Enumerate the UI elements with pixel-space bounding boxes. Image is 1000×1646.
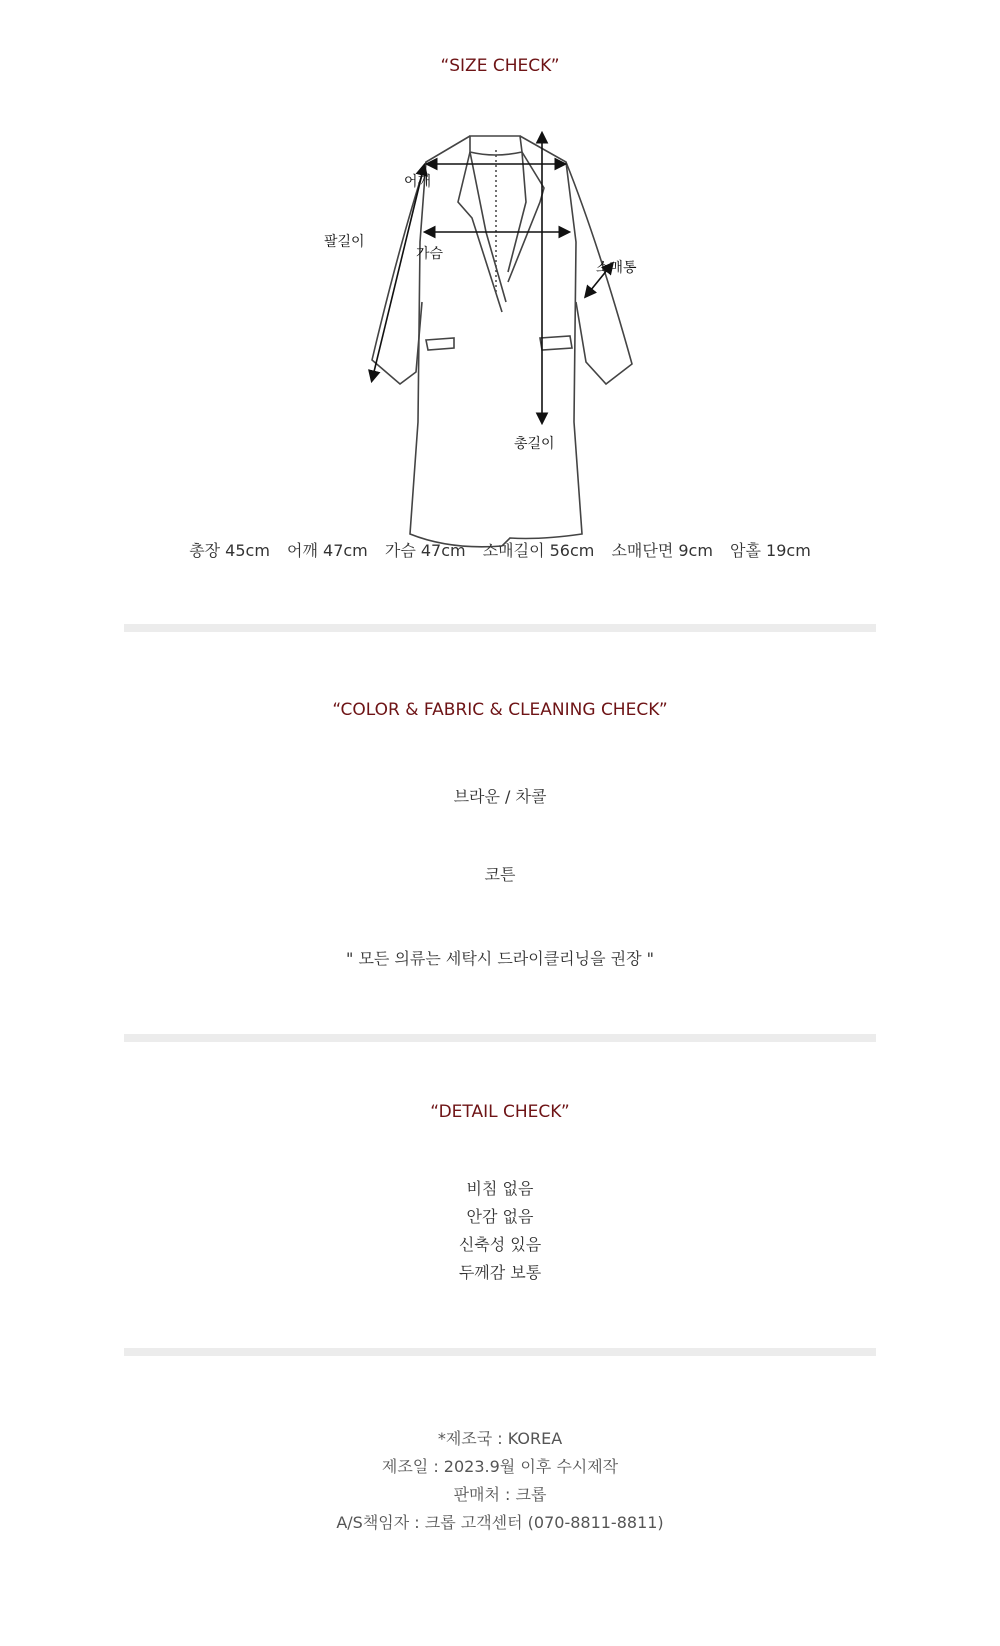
seller: 판매처 : 크롭 [453,1485,547,1504]
measure-armhole: 암홀 19cm [730,541,811,560]
detail-item: 비침 없음 [466,1179,534,1198]
jacket-size-diagram [324,122,670,492]
measure-total-length: 총장 45cm [189,541,270,560]
detail-item: 신축성 있음 [458,1235,542,1254]
as-contact: A/S책임자 : 크롭 고객센터 (070-8811-8811) [336,1513,664,1532]
label-chest: 가슴 [416,246,444,262]
measure-shoulder: 어깨 47cm [287,541,368,560]
measurement-row [0,538,1000,561]
color-fabric-heading: “COLOR & FABRIC & CLEANING CHECK” [332,700,668,720]
measure-sleeve-length: 소매길이 56cm [482,541,595,560]
measure-chest: 가슴 47cm [384,541,466,560]
label-arm-length: 팔길이 [324,234,365,250]
section-divider [124,1034,876,1042]
measure-sleeve-width: 소매단면 9cm [611,541,713,560]
fabric-text: 코튼 [484,865,516,884]
section-divider [124,1348,876,1356]
label-sleeve-width: 소매통 [596,260,637,276]
manufacture-country: *제조국 : KOREA [437,1429,563,1448]
jacket-outline [372,136,632,547]
label-shoulder: 어깨 [404,174,432,190]
color-text: 브라운 / 차콜 [453,787,547,806]
arm-length-arrow [372,166,424,380]
detail-item: 안감 없음 [466,1207,534,1226]
manufacture-date: 제조일 : 2023.9월 이후 수시제작 [381,1457,619,1476]
label-total-length: 총길이 [514,436,555,452]
cleaning-text: " 모든 의류는 세탁시 드라이클리닝을 권장 " [346,949,654,968]
section-divider [124,624,876,632]
detail-check-heading: “DETAIL CHECK” [430,1102,570,1122]
size-check-heading: “SIZE CHECK” [440,56,560,76]
detail-item: 두께감 보통 [458,1263,542,1282]
